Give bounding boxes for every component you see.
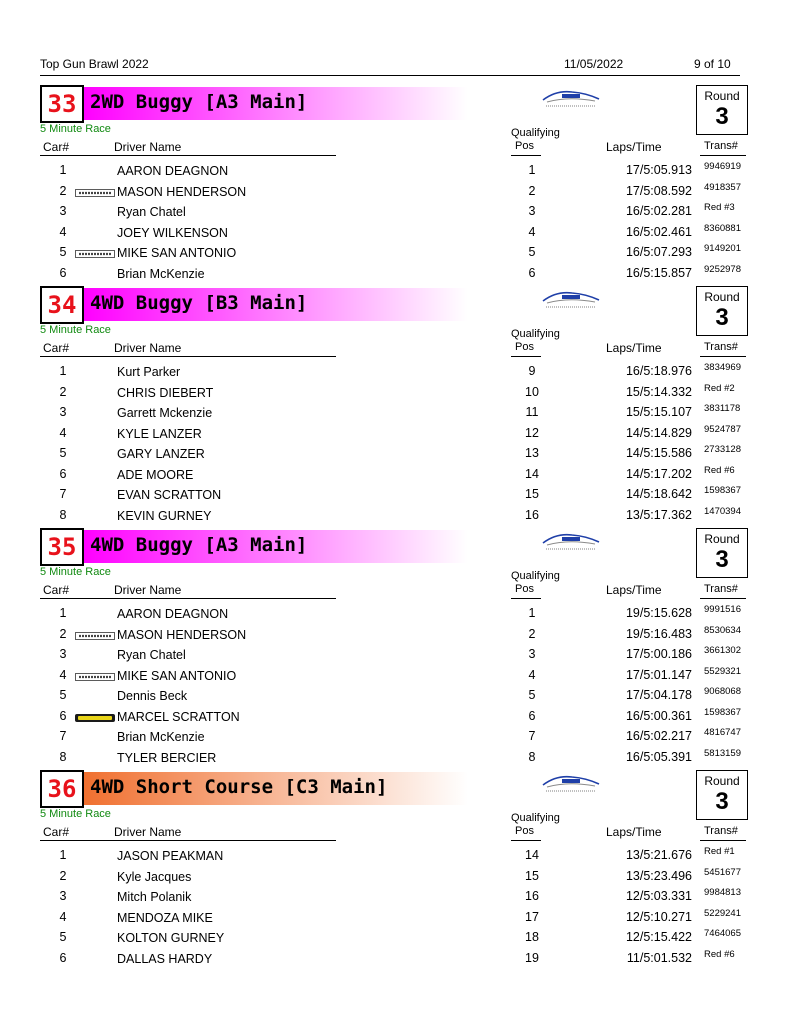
club-logo-icon [538,772,604,794]
results-table [0,846,791,969]
header-rule-trans [700,356,746,357]
page-header [40,55,740,76]
driver-name: Ryan Chatel [117,205,186,219]
transponder: 4918357 [704,181,741,193]
round-label: Round [704,290,740,304]
table-row [0,887,791,908]
round-value: 3 [715,304,729,331]
car-number: 3 [59,647,67,661]
qualifying-pos: 5 [528,245,536,259]
car-number: 4 [59,224,67,239]
club-logo-icon [538,87,604,109]
qualifying-pos: 17 [525,909,539,924]
transponder: 9984813 [704,887,741,898]
results-table [0,161,791,284]
club-logo-icon [538,288,604,310]
driver-name: DALLAS HARDY [117,951,213,966]
driver-name: MARCEL SCRATTON [117,709,240,724]
qualifying-pos: 1 [528,606,536,620]
table-row [0,928,791,949]
header-rule-left [40,356,336,357]
header-rule-trans [700,598,746,599]
results-table [0,362,791,526]
qualifying-pos: 16 [525,889,539,903]
col-header-driver: Driver Name [114,825,182,839]
laps-time: 12/5:10.271 [625,909,692,924]
col-header-pos: Pos [515,583,534,595]
laps-time: 16/5:02.217 [625,729,692,743]
race-length: 5 Minute Race [40,808,111,820]
table-row [0,506,791,527]
qualifying-label: Qualifying [511,127,560,139]
car-number: 6 [59,466,67,481]
qualifying-pos: 5 [528,688,536,702]
race-length: 5 Minute Race [40,123,111,135]
header-rule-pos [511,840,541,841]
race-title-bar [84,288,468,321]
race-length: 5 Minute Race [40,566,111,578]
qualifying-pos: 6 [528,265,536,280]
associated-logo-icon [75,247,115,255]
race-title-bar [84,772,468,805]
race-length: 5 Minute Race [40,324,111,336]
col-header-car: Car# [43,341,70,355]
car-number: 1 [59,606,67,620]
laps-time: 17/5:00.186 [625,647,692,661]
table-row [0,867,791,888]
associated-logo-icon [75,186,115,194]
driver-name: KOLTON GURNEY [117,931,225,945]
col-header-trans: Trans# [704,825,738,837]
header-rule-trans [700,840,746,841]
header-rule-pos [511,155,541,156]
qualifying-pos: 14 [525,848,539,862]
laps-time: 17/5:04.178 [625,688,692,702]
qualifying-pos: 4 [528,224,536,239]
table-row [0,949,791,970]
transponder: 9524787 [704,423,741,435]
qualifying-pos: 9 [528,364,536,378]
laps-time: 16/5:00.361 [625,708,692,723]
race-title: 2WD Buggy [A3 Main] [90,91,308,113]
round-label: Round [704,774,740,788]
car-number: 6 [59,950,67,965]
driver-name: MASON HENDERSON [117,627,247,642]
qualifying-pos: 18 [525,930,539,944]
transponder: 9252978 [704,263,741,275]
table-row [0,182,791,203]
car-number: 5 [59,446,67,460]
round-box [696,770,748,820]
driver-name: AARON DEAGNON [117,164,229,178]
qualifying-label: Qualifying [511,328,560,340]
transponder: 1470394 [704,505,741,517]
laps-time: 16/5:07.293 [625,245,692,259]
round-label: Round [704,532,740,546]
table-row [0,645,791,666]
laps-time: 13/5:17.362 [625,507,692,522]
driver-name: Ryan Chatel [117,648,186,662]
transponder: 9149201 [704,243,741,254]
car-number: 1 [59,848,67,862]
table-row [0,748,791,769]
table-row [0,908,791,929]
col-header-pos: Pos [515,140,534,152]
car-number: 5 [59,688,67,702]
transponder: 8360881 [704,222,741,234]
header-rule-left [40,155,336,156]
car-number: 4 [59,667,67,682]
race-block [0,528,791,768]
table-row [0,264,791,285]
round-value: 3 [715,788,729,815]
laps-time: 17/5:01.147 [625,667,692,682]
transponder: Red #3 [704,202,735,213]
col-header-driver: Driver Name [114,341,182,355]
col-header-pos: Pos [515,825,534,837]
transponder: Red #6 [704,464,735,476]
header-rule-left [40,840,336,841]
car-number: 1 [59,364,67,378]
qualifying-pos: 1 [528,163,536,177]
table-row [0,444,791,465]
qualifying-label: Qualifying [511,812,560,824]
transponder: 1598367 [704,706,741,718]
transponder: 3831178 [704,403,741,414]
car-number: 4 [59,425,67,440]
table-row [0,362,791,383]
round-value: 3 [715,103,729,130]
car-number: 3 [59,889,67,903]
race-block [0,286,791,526]
laps-time: 16/5:02.461 [625,224,692,239]
transponder: 7464065 [704,928,741,939]
car-number: 7 [59,487,67,501]
table-row [0,604,791,625]
car-number: 6 [59,708,67,723]
associated-logo-icon [75,629,115,637]
associated-logo-icon [75,670,115,678]
table-row [0,727,791,748]
car-number: 2 [59,626,67,641]
table-row [0,625,791,646]
col-header-car: Car# [43,140,70,154]
header-rule-left [40,598,336,599]
transponder: Red #2 [704,382,735,394]
race-title-bar [84,87,468,120]
driver-name: Mitch Polanik [117,890,192,904]
car-number: 5 [59,245,67,259]
col-header-trans: Trans# [704,140,738,152]
round-box [696,528,748,578]
driver-name: Dennis Beck [117,689,188,703]
car-number: 8 [59,749,67,764]
laps-time: 14/5:15.586 [625,446,692,460]
header-rule-trans [700,155,746,156]
driver-name: CHRIS DIEBERT [117,385,214,400]
laps-time: 13/5:21.676 [625,848,692,862]
transponder: 5813159 [704,747,741,759]
table-row [0,666,791,687]
race-number: 33 [40,85,84,123]
table-row [0,424,791,445]
table-row [0,383,791,404]
race-number: 34 [40,286,84,324]
laps-time: 11/5:01.532 [626,950,692,965]
qualifying-pos: 15 [525,868,539,883]
table-row [0,485,791,506]
qualifying-pos: 3 [528,204,536,218]
car-number: 7 [59,729,67,743]
col-header-laps: Laps/Time [606,341,662,355]
driver-name: JASON PEAKMAN [117,849,224,863]
col-header-car: Car# [43,825,70,839]
col-header-trans: Trans# [704,583,738,595]
laps-time: 14/5:14.829 [625,425,692,440]
transponder: 5529321 [704,665,741,677]
laps-time: 19/5:15.628 [625,606,692,620]
table-row [0,161,791,182]
table-row [0,243,791,264]
driver-name: ADE MOORE [117,467,194,482]
round-label: Round [704,89,740,103]
transponder: 5229241 [704,907,741,919]
qualifying-pos: 16 [525,507,539,522]
col-header-driver: Driver Name [114,140,182,154]
transponder: 3661302 [704,645,741,656]
transponder: 3834969 [704,362,741,373]
col-header-laps: Laps/Time [606,583,662,597]
table-row [0,707,791,728]
round-box [696,286,748,336]
driver-name: Kurt Parker [117,365,181,379]
laps-time: 15/5:14.332 [625,384,692,399]
qualifying-pos: 13 [525,446,539,460]
results-table [0,604,791,768]
driver-name: Kyle Jacques [117,869,192,884]
transponder: Red #6 [704,948,735,960]
race-number: 35 [40,528,84,566]
laps-time: 19/5:16.483 [625,626,692,641]
laps-time: 16/5:18.976 [625,364,692,378]
transponder: 2733128 [704,444,741,455]
qualifying-pos: 4 [528,667,536,682]
driver-name: MASON HENDERSON [117,184,247,199]
car-number: 3 [59,204,67,218]
race-title: 4WD Buggy [A3 Main] [90,534,308,556]
qualifying-pos: 15 [525,487,539,501]
transponder: 1598367 [704,485,741,496]
laps-time: 12/5:15.422 [625,930,692,944]
table-row [0,686,791,707]
col-header-driver: Driver Name [114,583,182,597]
driver-name: KEVIN GURNEY [117,508,212,523]
laps-time: 16/5:02.281 [625,204,692,218]
col-header-trans: Trans# [704,341,738,353]
driver-name: Brian McKenzie [117,730,205,744]
laps-time: 15/5:15.107 [625,405,692,419]
transponder: 8530634 [704,624,741,636]
header-rule-pos [511,598,541,599]
race-block [0,770,791,1010]
qualifying-pos: 12 [525,425,539,440]
laps-time: 17/5:08.592 [625,183,692,198]
qualifying-pos: 2 [528,626,536,641]
laps-time: 16/5:05.391 [625,749,692,764]
event-title: Top Gun Brawl 2022 [40,57,149,71]
qualifying-pos: 3 [528,647,536,661]
qualifying-pos: 10 [525,384,539,399]
col-header-laps: Laps/Time [606,825,662,839]
qualifying-pos: 11 [525,405,539,419]
car-number: 2 [59,868,67,883]
transponder: 4816747 [704,727,741,738]
transponder: 5451677 [704,866,741,878]
transponder: 9991516 [704,604,741,615]
qualifying-pos: 8 [528,749,536,764]
table-row [0,403,791,424]
laps-time: 16/5:15.857 [625,265,692,280]
table-row [0,223,791,244]
round-value: 3 [715,546,729,573]
event-date: 11/05/2022 [564,57,624,71]
driver-name: MENDOZA MIKE [117,910,213,925]
table-row [0,202,791,223]
qualifying-pos: 6 [528,708,536,723]
club-logo-icon [538,530,604,552]
race-title-bar [84,530,468,563]
qualifying-pos: 19 [525,950,539,965]
driver-name: AARON DEAGNON [117,607,229,621]
driver-name: TYLER BERCIER [117,750,217,765]
car-number: 2 [59,384,67,399]
page-number: 9 of 10 [694,57,731,71]
laps-time: 17/5:05.913 [625,163,692,177]
transponder: 9946919 [704,161,741,172]
car-number: 3 [59,405,67,419]
col-header-laps: Laps/Time [606,140,662,154]
driver-name: JOEY WILKENSON [117,225,228,240]
col-header-car: Car# [43,583,70,597]
qualifying-pos: 7 [528,729,536,743]
race-number: 36 [40,770,84,808]
car-number: 8 [59,507,67,522]
laps-time: 14/5:18.642 [625,487,692,501]
car-number: 1 [59,163,67,177]
race-title: 4WD Short Course [C3 Main] [90,776,388,798]
car-number: 2 [59,183,67,198]
driver-name: KYLE LANZER [117,426,202,441]
driver-name: MIKE SAN ANTONIO [117,246,237,260]
table-row [0,465,791,486]
transponder: 9068068 [704,686,741,697]
qualifying-label: Qualifying [511,570,560,582]
qualifying-pos: 2 [528,183,536,198]
race-title: 4WD Buggy [B3 Main] [90,292,308,314]
driver-name: Garrett Mckenzie [117,406,213,420]
transponder: Red #1 [704,846,735,857]
table-row [0,846,791,867]
driver-name: EVAN SCRATTON [117,488,222,502]
driver-name: MIKE SAN ANTONIO [117,668,237,683]
car-number: 6 [59,265,67,280]
qualifying-pos: 14 [525,466,539,481]
car-number: 5 [59,930,67,944]
header-rule-pos [511,356,541,357]
driver-name: GARY LANZER [117,447,205,461]
laps-time: 14/5:17.202 [625,466,692,481]
yokomo-logo-icon [75,711,115,719]
laps-time: 13/5:23.496 [625,868,692,883]
round-box [696,85,748,135]
driver-name: Brian McKenzie [117,266,205,281]
col-header-pos: Pos [515,341,534,353]
laps-time: 12/5:03.331 [625,889,692,903]
car-number: 4 [59,909,67,924]
